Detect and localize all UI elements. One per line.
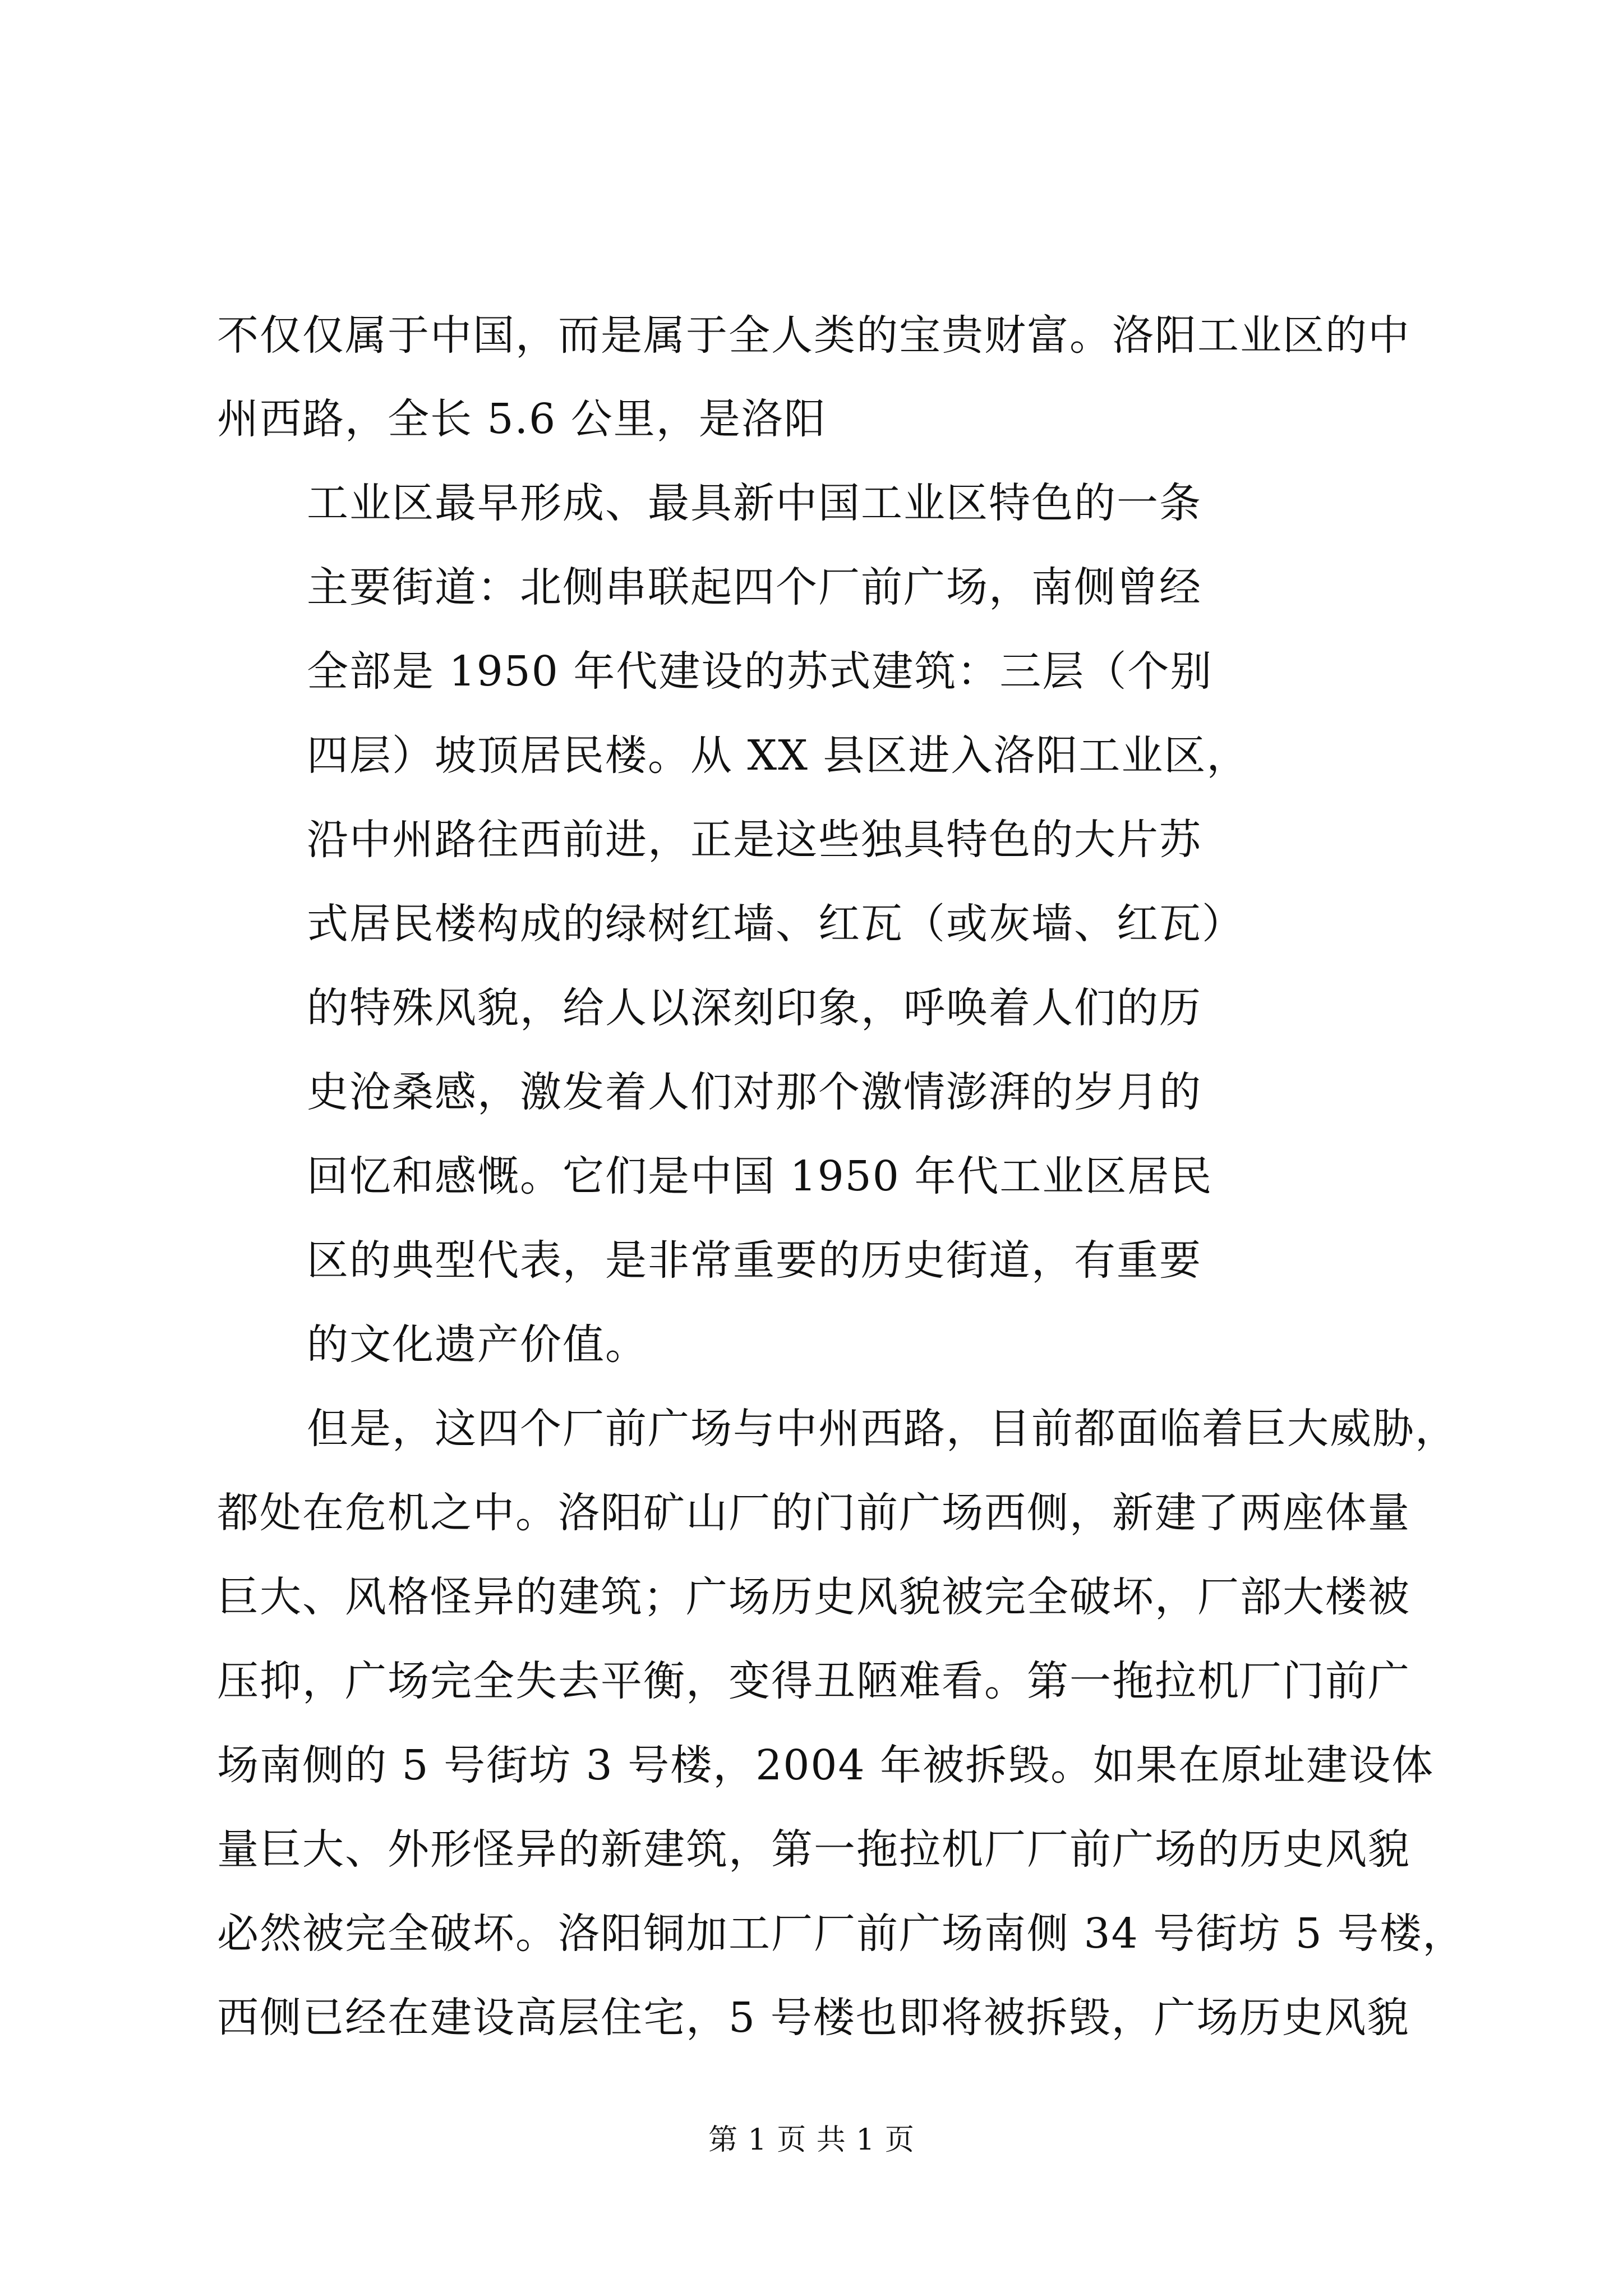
text-line: 主要街道：北侧串联起四个厂前广场，南侧曾经	[307, 563, 1202, 611]
text-line: 都处在危机之中。洛阳矿山厂的门前广场西侧，新建了两座体量	[217, 1489, 1410, 1537]
text-line: 工业区最早形成、最具新中国工业区特色的一条	[307, 479, 1202, 527]
text-line: 沿中州路往西前进，正是这些独具特色的大片苏	[307, 816, 1202, 864]
text-line: 全部是 1950 年代建设的苏式建筑：三层（个别	[307, 647, 1213, 696]
text-line: 史沧桑感，激发着人们对那个激情澎湃的岁月的	[307, 1068, 1202, 1116]
text-line: 的特殊风貌，给人以深刻印象，呼唤着人们的历	[307, 984, 1202, 1032]
text-line: 必然被完全破坏。洛阳铜加工厂厂前广场南侧 34 号街坊 5 号楼，	[217, 1910, 1465, 1958]
text-line: 量巨大、外形怪异的新建筑，第一拖拉机厂厂前广场的历史风貌	[217, 1825, 1410, 1874]
paragraph-first-line: 但是，这四个厂前广场与中州西路，目前都面临着巨大威胁，	[307, 1405, 1458, 1453]
text-line: 不仅仅属于中国，而是属于全人类的宝贵财富。洛阳工业区的中	[217, 311, 1410, 360]
text-line: 的文化遗产价值。	[307, 1320, 648, 1369]
text-line: 式居民楼构成的绿树红墙、红瓦（或灰墙、红瓦）	[307, 900, 1244, 948]
text-line: 区的典型代表，是非常重要的历史街道，有重要	[307, 1236, 1202, 1285]
page-footer: 第 1 页 共 1 页	[708, 2123, 915, 2157]
text-line: 场南侧的 5 号街坊 3 号楼，2004 年被拆毁。如果在原址建设体	[217, 1741, 1435, 1789]
text-line: 四层）坡顶居民楼。从 XX 县区进入洛阳工业区，	[307, 731, 1249, 780]
text-line: 西侧已经在建设高层住宅，5 号楼也即将被拆毁，广场历史风貌	[217, 1994, 1410, 2042]
text-line: 州西路，全长 5.6 公里，是洛阳	[217, 395, 827, 443]
text-line: 巨大、风格怪异的建筑；广场历史风貌被完全破坏，厂部大楼被	[217, 1573, 1410, 1621]
text-line: 回忆和感慨。它们是中国 1950 年代工业区居民	[307, 1152, 1213, 1200]
text-line: 压抑，广场完全失去平衡，变得丑陋难看。第一拖拉机厂门前广	[217, 1657, 1410, 1705]
